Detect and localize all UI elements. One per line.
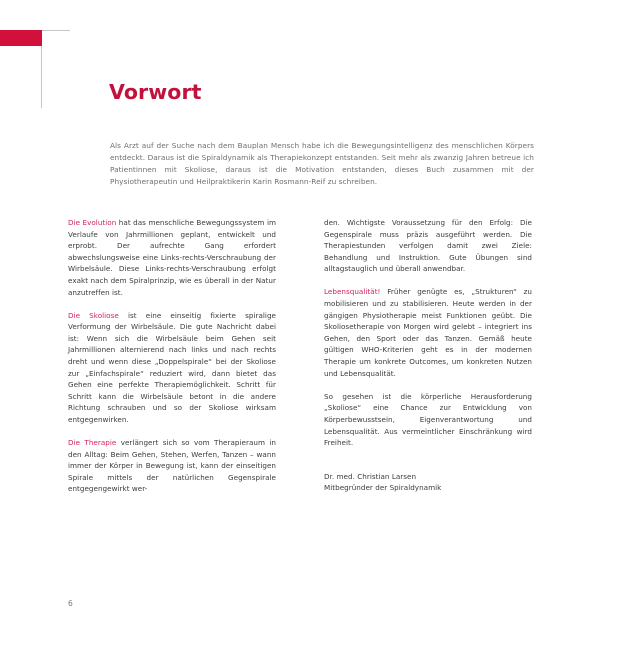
lead-in-lebensqualitaet: Lebensqualität! bbox=[324, 287, 381, 297]
lead-in-evolution: Die Evolution bbox=[68, 218, 117, 227]
paragraph-continuation-text: den. Wichtigste Voraussetzung für den Erfolg: Die Gegenspirale muss präzis ausgeführt werden. Die Therapiestunden verfolgen damit zwei Ziele: Behandlung und Instruktion. Gute Übungen sind alltagstauglich und überall anwendbar. bbox=[324, 218, 532, 274]
vertical-rule-icon bbox=[41, 30, 42, 108]
horizontal-rule-icon bbox=[0, 30, 70, 31]
paragraph-skoliose-text: ist eine einseitig fixierte spiralige Verformung der Wirbelsäule. Die gute Nachricht dabei ist: Wenn sich die Wirbelsäule beim Gehen seit Jahrmillionen alternierend nach links und nach rechts dreht und wenn diese „Doppelspirale“ bei der Skoliose zur „Einfachspirale“ reduziert wird, dann bietet das Gehen eine perfekte Therapiemöglichkeit. Schritt für Schritt kann die Wirbelsäule betont in die andere Richtung schrauben und so der Skoliose wirksam entgegenwirken. bbox=[68, 310, 276, 424]
signature-name: Dr. med. Christian Larsen bbox=[324, 471, 417, 481]
red-accent-block-icon bbox=[0, 30, 42, 46]
page-title: Vorwort bbox=[109, 80, 202, 104]
text-column-right bbox=[324, 217, 532, 494]
paragraph-continuation bbox=[324, 217, 532, 275]
intro-paragraph: Als Arzt auf der Suche nach dem Bauplan Mensch habe ich die Bewegungsintelligenz des menschlichen Körpers entdeckt. Daraus ist die Spiraldynamik als Therapiekonzept entstanden. Seit mehr als zwanzig Jahren betreue ich Patientinnen mit Skoliose, daraus ist die Motivation entstanden, dieses Buch zusammen mit der Physiotherapeutin und Heilpraktikerin Karin Rosmann-Reif zu schreiben. bbox=[110, 141, 534, 187]
lead-in-skoliose: Die Skoliose bbox=[68, 310, 119, 320]
paragraph-lebensqualitaet bbox=[324, 286, 532, 379]
paragraph-lebensqualitaet-text: Früher genügte es, „Strukturen“ zu mobilisieren und zu stabilisieren. Heute werden in der gängigen Physiotherapie meist Funktionen geübt. Die Skoliosetherapie von Morgen wird gelebt – integriert ins Gehen, den Sport oder das Tanzen. Gemäß heute gültigen WHO-Kriterien geht es in der modernen Therapie um konkrete Outcomes, um konkreten Nutzen und Lebensqualität. bbox=[324, 287, 532, 378]
corner-decoration bbox=[0, 0, 120, 120]
page-number: 6 bbox=[68, 599, 73, 608]
paragraph-closing-text: So gesehen ist die körperliche Herausforderung „Skoliose“ eine Chance zur Entwicklung von Körperbewusstsein, Eigenverantwortung und Lebensqualität. Aus vermeintlicher Einschränkung wird Freiheit. bbox=[324, 391, 532, 448]
paragraph-evolution bbox=[68, 217, 276, 298]
paragraph-evolution-text: hat das menschliche Bewegungssystem im Verlaufe von Jahrmillionen geplant, entwickelt und erprobt. Der aufrechte Gang erfordert abwechslungsweise eine Links-rechts-Verschraubung der Wirbelsäule. Diese Links-rechts-Verschraubung erfolgt exakt nach dem Spiralprinzip, wie es überall in der Natur anzutreffen ist. bbox=[68, 218, 277, 297]
paragraph-therapie bbox=[68, 437, 276, 495]
paragraph-closing bbox=[324, 391, 532, 449]
signature-block bbox=[324, 471, 532, 494]
signature-role: Mitbegründer der Spiraldynamik bbox=[324, 483, 442, 493]
paragraph-skoliose bbox=[68, 310, 276, 426]
text-column-left bbox=[68, 217, 276, 495]
paragraph-therapie-text: verlängert sich so vom Therapieraum in den Alltag: Beim Gehen, Stehen, Werfen, Tanzen – wann immer der Körper in Bewegung ist, kann der einseitigen Spirale mittels der natürlichen Gegenspirale entgegengewirkt wer- bbox=[68, 438, 276, 494]
body-columns bbox=[68, 217, 532, 517]
lead-in-therapie: Die Therapie bbox=[68, 438, 117, 448]
